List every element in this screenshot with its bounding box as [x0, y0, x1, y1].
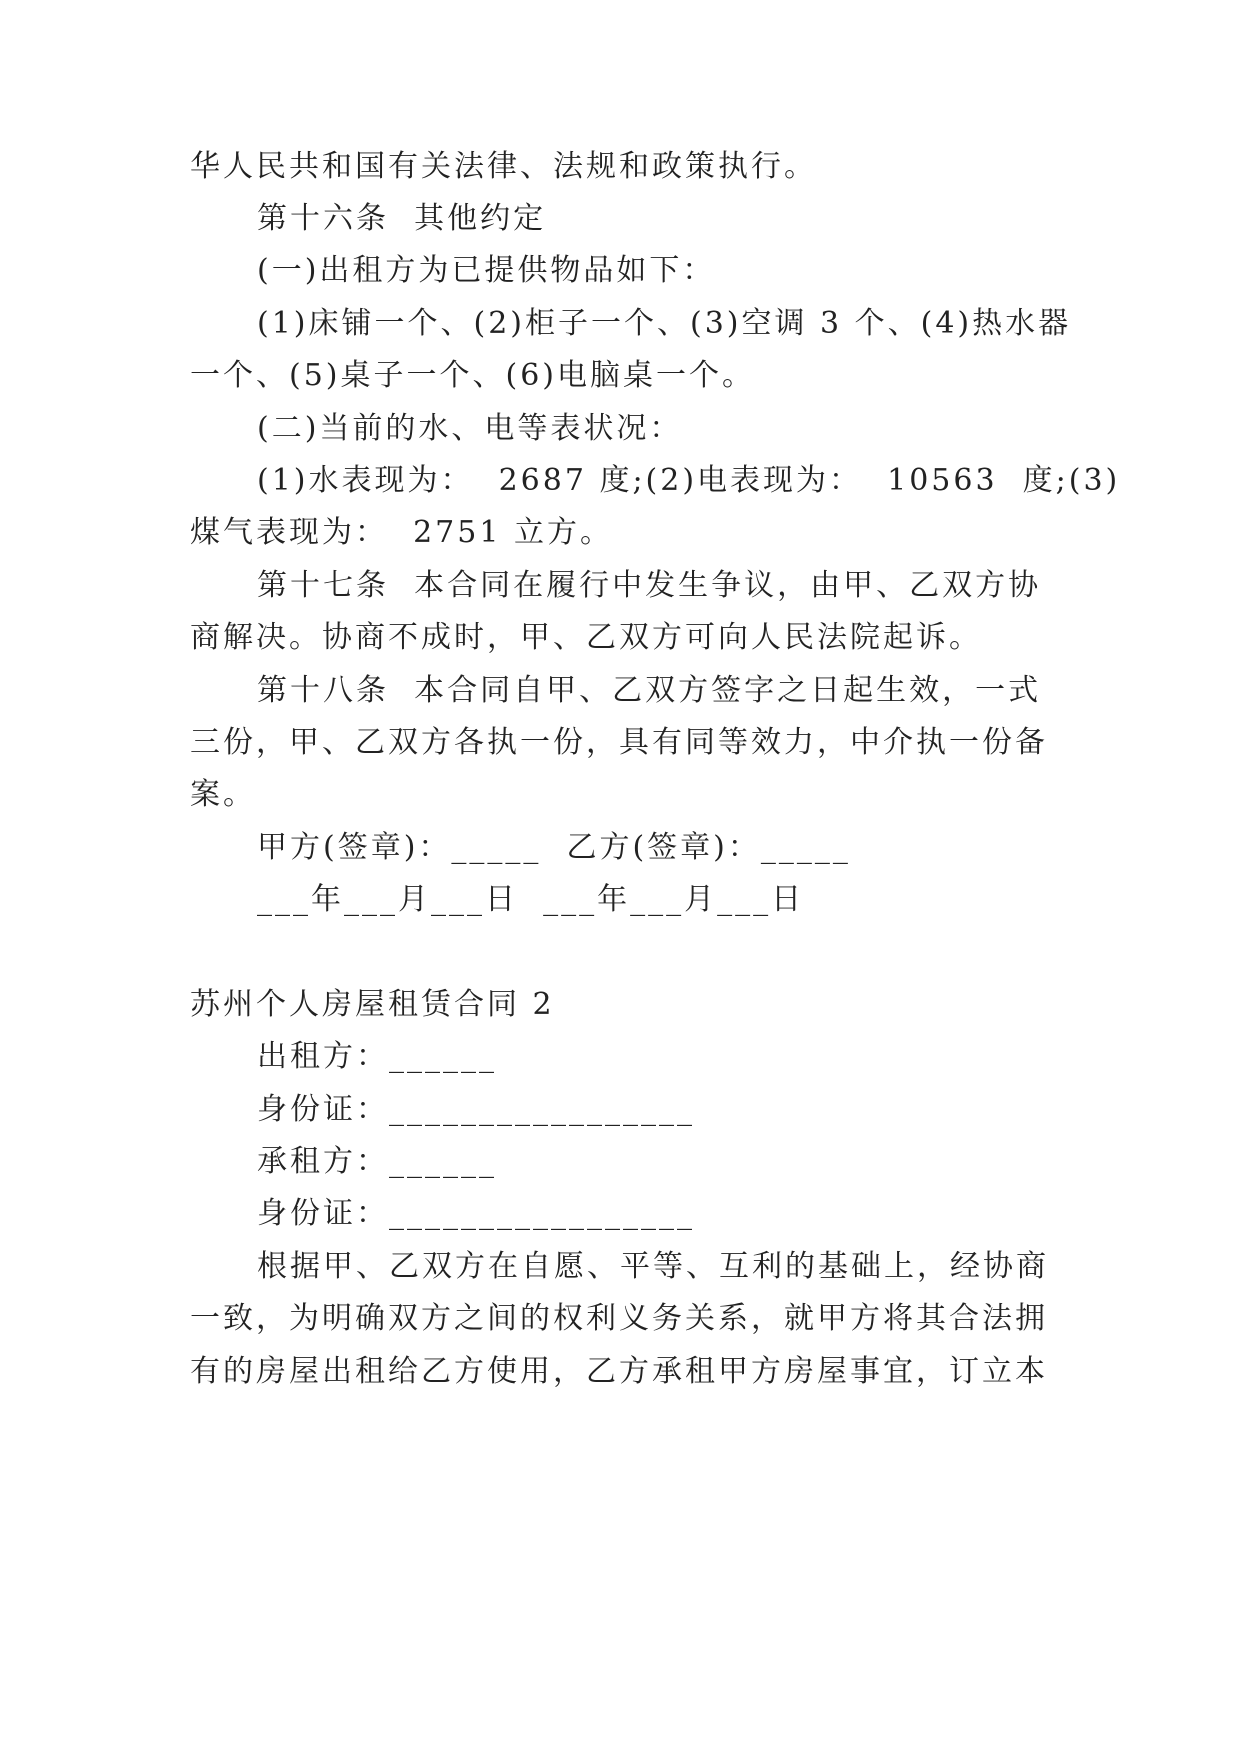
lessor-field: 出租方：______: [257, 1039, 497, 1074]
signature-line: 甲方(签章)：_____ 乙方(签章)：_____: [257, 830, 851, 865]
paragraph-line: 三份，甲、乙双方各执一份，具有同等效力，中介执一份备: [190, 725, 1048, 760]
date-line: ___年___月___日 ___年___月___日: [257, 882, 805, 917]
paragraph-line: (二)当前的水、电等表状况：: [257, 411, 683, 446]
paragraph-line: 案。: [190, 777, 256, 812]
article-18-line: 第十八条 本合同自甲、乙双方签字之日起生效，一式: [257, 673, 1042, 708]
paragraph-line: 煤气表现为： 2751 立方。: [190, 515, 613, 550]
paragraph-line: 华人民共和国有关法律、法规和政策执行。: [190, 149, 817, 184]
lessor-id-field: 身份证：_________________: [257, 1092, 695, 1127]
paragraph-line: (1)水表现为： 2687 度;(2)电表现为： 10563 度;(3): [257, 463, 1121, 498]
article-17-line: 第十七条 本合同在履行中发生争议，由甲、乙双方协: [257, 568, 1042, 603]
paragraph-line: 有的房屋出租给乙方使用，乙方承租甲方房屋事宜，订立本: [190, 1354, 1048, 1389]
paragraph-line: 一致，为明确双方之间的权利义务关系，就甲方将其合法拥: [190, 1301, 1048, 1336]
section-title: 苏州个人房屋租赁合同 2: [190, 987, 555, 1022]
paragraph-line: 一个、(5)桌子一个、(6)电脑桌一个。: [190, 358, 755, 393]
paragraph-line: 根据甲、乙双方在自愿、平等、互利的基础上，经协商: [257, 1249, 1049, 1284]
lessee-id-field: 身份证：_________________: [257, 1196, 695, 1231]
paragraph-line: (1)床铺一个、(2)柜子一个、(3)空调 3 个、(4)热水器: [257, 306, 1072, 341]
paragraph-line: (一)出租方为已提供物品如下：: [257, 253, 716, 288]
paragraph-line: 商解决。协商不成时，甲、乙双方可向人民法院起诉。: [190, 620, 982, 655]
article-16-heading: 第十六条 其他约定: [257, 201, 547, 236]
lessee-field: 承租方：______: [257, 1144, 497, 1179]
